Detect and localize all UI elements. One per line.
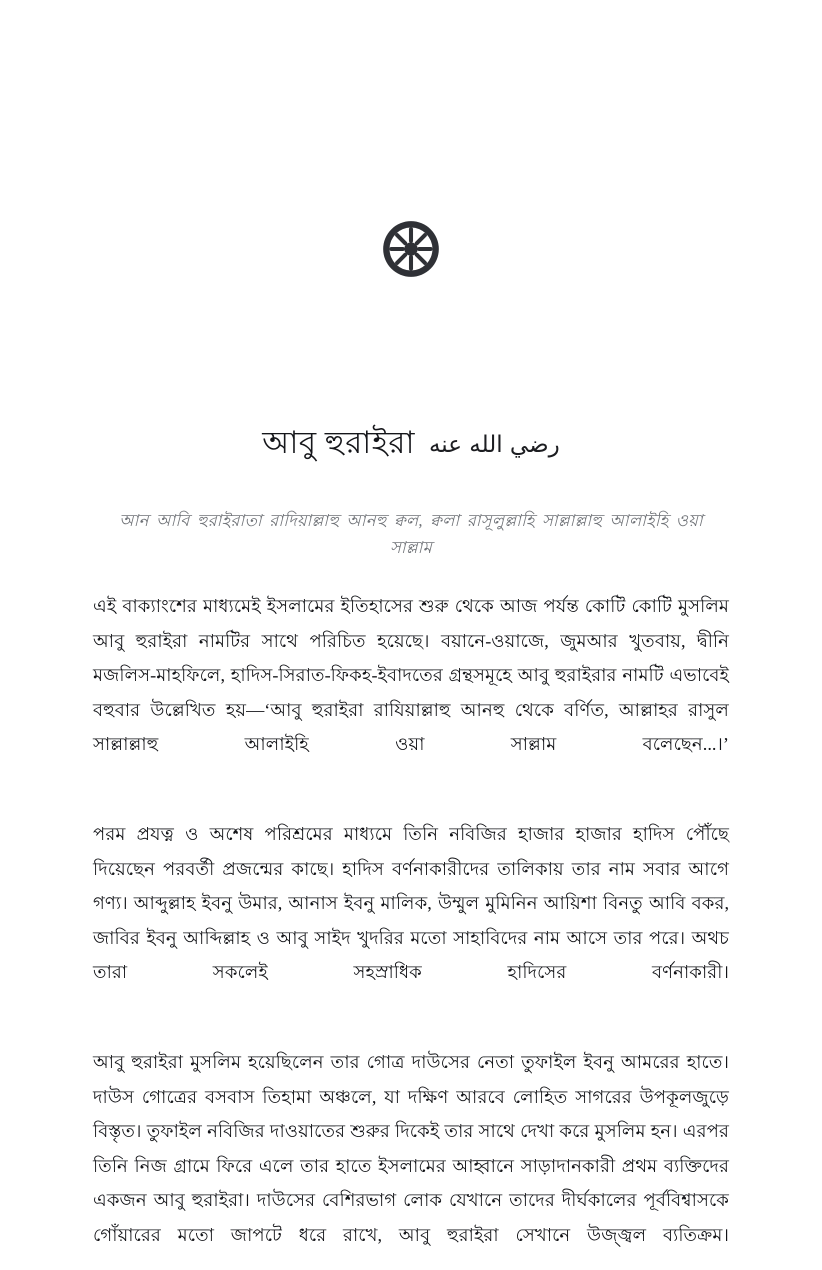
ornament-container	[0, 220, 822, 278]
body-paragraph: এই বাক্যাংশের মাধ্যমেই ইসলামের ইতিহাসের শুরু থেকে আজ পর্যন্ত কোটি কোটি মুসলিম আবু হুরাইরা নামটির সাথে পরিচিত হয়েছে। বয়ানে-ওয়াজে, জুমআর খুতবায়, দ্বীনি মজলিস-মাহফিলে, হাদিস-সিরাত-ফিকহ-ইবাদতের গ্রন্থসমূহে আবু হুরাইরার নামটি এভাবেই বহুবার উল্লেখিত হয়—‘আবু হুরাইরা রাযিয়াল্লাহু আনহু থেকে বর্ণিত, আল্লাহর রাসুল সাল্লাল্লাহু আলাইহি ওয়া সাল্লাম বলেছেন...।’	[93, 596, 729, 754]
honorific-glyph: رضي الله عنه	[428, 432, 560, 458]
body-paragraph: পরম প্রযত্ন ও অশেষ পরিশ্রমের মাধ্যমে তিনি নবিজির হাজার হাজার হাদিস পৌঁছে দিয়েছেন পরবর্তী প্রজন্মের কাছে। হাদিস বর্ণনাকারীদের তালিকায় তার নাম সবার আগে গণ্য। আব্দুল্লাহ ইবনু উমার, আনাস ইবনু মালিক, উম্মুল মুমিনিন আয়িশা বিনতু আবি বকর, জাবির ইবনু আব্দিল্লাহ ও আবু সাইদ খুদরির মতো সাহাবিদের নাম আসে তার পরে। অথচ তারা সকলেই সহস্রাধিক হাদিসের বর্ণনাকারী।	[93, 824, 729, 982]
body-text	[93, 589, 729, 1270]
transliteration-subtitle: আন আবি হুরাইরাতা রাদিয়াল্লাহু আনহু ক্বল, ক্বলা রাসূলুল্লাহি সাল্লাল্লাহু আলাইহি ওয়া সাল্লাম	[119, 511, 703, 557]
rosette-wheel-ornament-icon	[382, 220, 440, 278]
page-title: আবু হুরাইরা	[262, 425, 415, 460]
chapter-title-block	[0, 424, 822, 463]
body-paragraph: আবু হুরাইরা মুসলিম হয়েছিলেন তার গোত্র দাউসের নেতা তুফাইল ইবনু আমরের হাতে। দাউস গোত্রের বসবাস তিহামা অঞ্চলে, যা দক্ষিণ আরবে লোহিত সাগরের উপকূলজুড়ে বিস্তৃত। তুফাইল নবিজির দাওয়াতের শুরুর দিকেই তার সাথে দেখা করে মুসলিম হন। এরপর তিনি নিজ গ্রামে ফিরে এলে তার হাতে ইসলামের আহ্বানে সাড়াদানকারী প্রথম ব্যক্তিদের একজন আবু হুরাইরা। দাউসের বেশিরভাগ লোক যেখানে তাদের দীর্ঘকালের পূর্ববিশ্বাসকে গোঁয়ারের মতো জাপটে ধরে রাখে, আবু হুরাইরা সেখানে উজ্জ্বল ব্যতিক্রম।	[93, 1052, 729, 1245]
